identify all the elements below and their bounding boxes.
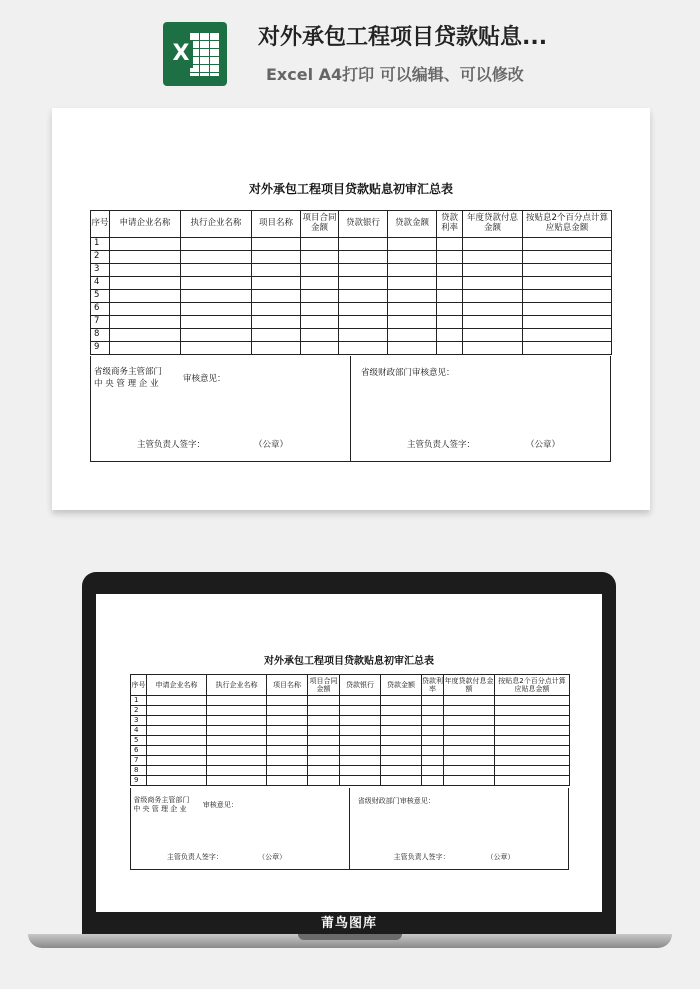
table-cell[interactable] [110,329,181,342]
table-cell[interactable] [110,303,181,316]
table-cell[interactable] [381,716,422,726]
table-cell[interactable] [388,277,437,290]
table-cell[interactable] [495,736,570,746]
header-row [131,675,570,696]
table-cell[interactable] [207,746,267,756]
table-cell[interactable] [110,238,181,251]
row-number: 4 [91,277,110,290]
column-header: 贷款金额 [388,211,437,238]
table-cell[interactable] [308,736,340,746]
table-cell[interactable] [523,342,612,355]
table-cell[interactable] [463,238,523,251]
row-number: 6 [131,746,147,756]
table-cell[interactable] [301,264,339,277]
table-cell[interactable] [267,736,308,746]
table-row [91,342,612,355]
table-cell[interactable] [147,716,207,726]
table-row [131,736,570,746]
table-cell[interactable] [523,329,612,342]
table-row [131,746,570,756]
table-cell[interactable] [523,238,612,251]
table-cell[interactable] [381,706,422,716]
table-cell[interactable] [308,756,340,766]
table-cell[interactable] [495,766,570,776]
table-cell[interactable] [252,264,301,277]
table-row [131,756,570,766]
table-row [91,238,612,251]
opinion-label: 审核意见： [183,374,226,384]
table-cell[interactable] [181,264,252,277]
table-cell[interactable] [523,303,612,316]
table-cell[interactable] [308,726,340,736]
table-cell[interactable] [267,766,308,776]
sheet-title: 对外承包工程项目贷款贴息初审汇总表 [264,656,434,667]
sheet-title: 对外承包工程项目贷款贴息初审汇总表 [248,182,453,196]
table-cell[interactable] [495,756,570,766]
page-title: 对外承包工程项目贷款贴息... [258,25,548,50]
column-header: 项目名称 [267,675,308,696]
table-cell[interactable] [301,342,339,355]
table-cell[interactable] [207,736,267,746]
table-cell[interactable] [444,736,495,746]
table-row [91,303,612,316]
table-cell[interactable] [181,329,252,342]
table-cell[interactable] [381,776,422,786]
table-cell[interactable] [437,277,463,290]
table-cell[interactable] [207,716,267,726]
opinion-label: 省级财政部门审核意见： [361,368,455,378]
table-cell[interactable] [267,716,308,726]
table-cell[interactable] [267,706,308,716]
column-header: 执行企业名称 [181,211,252,238]
column-header: 序号 [91,211,110,238]
table-cell[interactable] [110,342,181,355]
row-number: 5 [91,290,110,303]
table-cell[interactable] [463,303,523,316]
table-cell[interactable] [444,766,495,776]
approval-left [91,356,350,461]
table-cell[interactable] [437,316,463,329]
table-cell[interactable] [437,290,463,303]
row-number: 9 [131,776,147,786]
table-cell[interactable] [388,316,437,329]
table-cell[interactable] [252,290,301,303]
row-number: 1 [91,238,110,251]
dept-label-1: 省级商务主管部门 [133,796,190,805]
table-cell[interactable] [381,726,422,736]
table-cell[interactable] [388,264,437,277]
column-header: 序号 [131,675,147,696]
row-number: 2 [91,251,110,264]
column-header: 贷款银行 [340,675,381,696]
table-cell[interactable] [339,238,388,251]
table-cell[interactable] [207,696,267,706]
table-row [91,277,612,290]
laptop-display [96,594,602,912]
column-header: 贷款金额 [381,675,422,696]
column-header: 项目名称 [252,211,301,238]
row-number: 2 [131,706,147,716]
column-header: 项目合同金额 [301,211,339,238]
table-row [131,726,570,736]
table-cell[interactable] [308,746,340,756]
table-cell[interactable] [110,290,181,303]
table-cell[interactable] [308,766,340,776]
table-cell[interactable] [339,290,388,303]
table-cell[interactable] [252,342,301,355]
table-cell[interactable] [495,716,570,726]
table-cell[interactable] [523,290,612,303]
table-cell[interactable] [388,342,437,355]
table-cell[interactable] [340,696,381,706]
column-header: 申请企业名称 [110,211,181,238]
approval-right [349,788,568,869]
table-cell[interactable] [207,776,267,786]
row-number: 3 [91,264,110,277]
table-cell[interactable] [388,290,437,303]
column-header: 项目合同金额 [308,675,340,696]
table-cell[interactable] [181,316,252,329]
table-row [91,251,612,264]
seal-label: （公章） [254,440,289,450]
table-row [91,316,612,329]
table-cell[interactable] [437,238,463,251]
table-cell[interactable] [463,342,523,355]
table-row [91,329,612,342]
table-cell[interactable] [422,726,444,736]
column-header: 按贴息2个百分点计算应贴息金额 [523,211,612,238]
table-cell[interactable] [339,329,388,342]
table-cell[interactable] [110,316,181,329]
approval-left [131,788,349,869]
table-cell[interactable] [301,329,339,342]
table-cell[interactable] [147,766,207,776]
table-cell[interactable] [252,251,301,264]
table-cell[interactable] [308,716,340,726]
table-cell[interactable] [147,696,207,706]
page-subtitle: Excel A4打印 可以编辑、可以修改 [266,65,524,84]
table-cell[interactable] [301,316,339,329]
table-cell[interactable] [147,706,207,716]
opinion-label: 省级财政部门审核意见： [357,796,435,805]
table-row [131,776,570,786]
table-cell[interactable] [267,776,308,786]
table-cell[interactable] [463,316,523,329]
table-cell[interactable] [252,238,301,251]
approval-right [350,356,610,461]
table-cell[interactable] [523,251,612,264]
table-cell[interactable] [267,746,308,756]
table-cell[interactable] [340,746,381,756]
table-cell[interactable] [463,264,523,277]
table-cell[interactable] [339,342,388,355]
table-cell[interactable] [340,706,381,716]
table-cell[interactable] [444,716,495,726]
seal-label: （公章） [258,852,287,861]
brand-label: 莆鸟图库 [320,916,377,931]
table-row [131,706,570,716]
table-cell[interactable] [252,303,301,316]
table-cell[interactable] [110,277,181,290]
table-cell[interactable] [252,329,301,342]
table-row [131,766,570,776]
table-cell[interactable] [301,290,339,303]
table-cell[interactable] [444,726,495,736]
table-cell[interactable] [340,766,381,776]
row-number: 4 [131,726,147,736]
row-number: 3 [131,716,147,726]
table-cell[interactable] [437,303,463,316]
table-row [131,696,570,706]
table-cell[interactable] [267,756,308,766]
row-number: 7 [91,316,110,329]
header-row [91,211,612,238]
table-cell[interactable] [110,251,181,264]
table-cell[interactable] [308,696,340,706]
table-cell[interactable] [381,736,422,746]
table-cell[interactable] [422,706,444,716]
table-cell[interactable] [267,696,308,706]
table-cell[interactable] [340,716,381,726]
table-cell[interactable] [308,776,340,786]
table-cell[interactable] [207,766,267,776]
row-number: 9 [91,342,110,355]
table-cell[interactable] [422,716,444,726]
table-cell[interactable] [437,329,463,342]
row-number: 8 [131,766,147,776]
dept-label-1: 省级商务主管部门 [94,367,163,377]
table-cell[interactable] [437,342,463,355]
table-cell[interactable] [301,251,339,264]
column-header: 申请企业名称 [147,675,207,696]
table-cell[interactable] [340,726,381,736]
table-cell[interactable] [495,696,570,706]
column-header: 年度贷款付息金额 [444,675,495,696]
table-cell[interactable] [388,251,437,264]
table-cell[interactable] [301,303,339,316]
table-cell[interactable] [444,756,495,766]
table-cell[interactable] [267,726,308,736]
dept-label-2: 中 央 管 理 企 业 [94,379,159,389]
table-cell[interactable] [181,342,252,355]
table-cell[interactable] [388,329,437,342]
table-cell[interactable] [301,277,339,290]
column-header: 执行企业名称 [207,675,267,696]
table-cell[interactable] [422,756,444,766]
table-cell[interactable] [444,776,495,786]
table-cell[interactable] [495,776,570,786]
table-cell[interactable] [252,316,301,329]
table-cell[interactable] [339,303,388,316]
table-cell[interactable] [181,290,252,303]
table-cell[interactable] [181,277,252,290]
column-header: 贷款利率 [422,675,444,696]
laptop-notch [298,934,402,940]
table-cell[interactable] [381,756,422,766]
table-cell[interactable] [463,251,523,264]
column-header: 贷款银行 [339,211,388,238]
table-cell[interactable] [207,726,267,736]
table-cell[interactable] [463,290,523,303]
table-row [91,264,612,277]
table-cell[interactable] [523,316,612,329]
table-row [91,290,612,303]
sheet-preview-card [52,108,650,510]
opinion-label: 审核意见： [202,801,238,810]
table-cell[interactable] [340,736,381,746]
table-cell[interactable] [422,736,444,746]
dept-label-2: 中 央 管 理 企 业 [133,805,187,814]
table-cell[interactable] [444,706,495,716]
table-cell[interactable] [444,746,495,756]
table-cell[interactable] [252,277,301,290]
table-cell[interactable] [437,264,463,277]
table-cell[interactable] [147,736,207,746]
table-cell[interactable] [147,726,207,736]
seal-label: （公章） [486,852,515,861]
column-header: 按贴息2个百分点计算应贴息金额 [495,675,570,696]
table-cell[interactable] [147,776,207,786]
table-cell[interactable] [523,277,612,290]
row-number: 7 [131,756,147,766]
row-number: 5 [131,736,147,746]
table-cell[interactable] [463,329,523,342]
table-cell[interactable] [207,706,267,716]
laptop-screen [82,572,616,934]
table-cell[interactable] [147,756,207,766]
table-cell[interactable] [381,696,422,706]
table-cell[interactable] [147,746,207,756]
table-cell[interactable] [523,264,612,277]
table-cell[interactable] [301,238,339,251]
table-cell[interactable] [437,251,463,264]
table-cell[interactable] [495,746,570,756]
table-cell[interactable] [381,766,422,776]
summary-table [90,210,612,355]
table-cell[interactable] [110,264,181,277]
table-cell[interactable] [495,726,570,736]
row-number: 6 [91,303,110,316]
column-header: 贷款利率 [437,211,463,238]
signature-label: 主管负责人签字： [166,852,223,861]
table-cell[interactable] [422,766,444,776]
table-cell[interactable] [388,238,437,251]
row-number: 8 [91,329,110,342]
seal-label: （公章） [526,440,561,450]
table-cell[interactable] [422,776,444,786]
header [0,0,700,100]
table-cell[interactable] [308,706,340,716]
row-number: 1 [131,696,147,706]
table-cell[interactable] [181,238,252,251]
table-cell[interactable] [422,696,444,706]
table-cell[interactable] [340,776,381,786]
table-cell[interactable] [339,316,388,329]
table-cell[interactable] [340,756,381,766]
table-cell[interactable] [388,303,437,316]
summary-table [130,674,570,786]
table-cell[interactable] [339,264,388,277]
signature-label: 主管负责人签字： [137,440,206,450]
table-cell[interactable] [422,746,444,756]
table-row [131,716,570,726]
excel-icon: X [163,22,227,86]
table-cell[interactable] [181,303,252,316]
table-cell[interactable] [495,706,570,716]
approval-section [130,788,569,870]
table-cell[interactable] [181,251,252,264]
table-cell[interactable] [381,746,422,756]
table-cell[interactable] [207,756,267,766]
signature-label: 主管负责人签字： [407,440,476,450]
table-cell[interactable] [339,251,388,264]
signature-label: 主管负责人签字： [393,852,450,861]
approval-section [90,356,611,462]
table-cell[interactable] [339,277,388,290]
column-header: 年度贷款付息金额 [463,211,523,238]
table-cell[interactable] [463,277,523,290]
table-cell[interactable] [444,696,495,706]
